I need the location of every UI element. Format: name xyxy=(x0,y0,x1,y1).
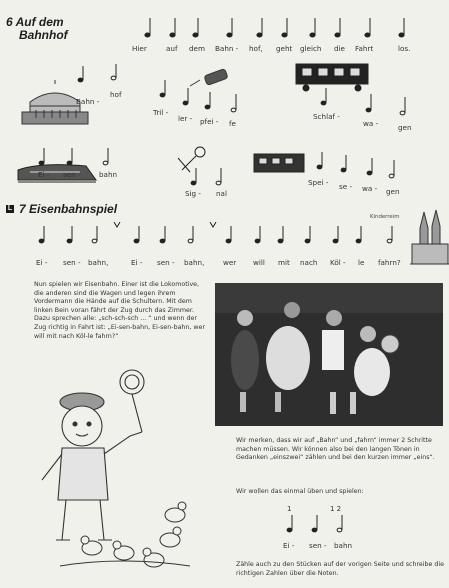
lyric: Köl - xyxy=(330,258,346,267)
note xyxy=(321,88,326,105)
note xyxy=(216,168,221,185)
note xyxy=(170,18,175,37)
note xyxy=(67,148,72,165)
lyric: Spei - xyxy=(308,178,329,187)
lyric: Schlaf - xyxy=(313,112,340,121)
ducks-drawing xyxy=(60,502,190,567)
note xyxy=(39,148,44,165)
lyric: Fahrt xyxy=(355,44,374,53)
lyric: wa - xyxy=(363,119,379,128)
note xyxy=(226,226,231,243)
note xyxy=(310,18,315,37)
lyric: will xyxy=(253,258,265,267)
note xyxy=(337,515,342,532)
homework-instruction: Zähle auch zu den Stücken auf der vorigen Seite und schreibe die richtigen Zahlen über die Noten. xyxy=(236,561,445,577)
lyric: bahn xyxy=(99,170,118,179)
note xyxy=(103,148,108,165)
lyric: Sig - xyxy=(185,189,201,198)
boy-with-signal-drawing xyxy=(42,370,144,540)
section-7-title-text: Eisenbahnspiel xyxy=(29,202,118,216)
note xyxy=(227,18,232,37)
whistle-icon xyxy=(190,69,228,86)
lyric: sen - xyxy=(63,258,81,267)
section-7-title xyxy=(19,203,117,216)
lyric: gen xyxy=(398,123,412,132)
lyric: sen - xyxy=(309,541,327,550)
note xyxy=(111,64,116,80)
note xyxy=(78,66,83,82)
note xyxy=(400,97,405,115)
game-instructions: Nun spielen wir Eisenbahn. Einer ist die Lokomotive, die anderen sind die Wagen und legen ihrem Vordermann die Hände auf die Schultern. Mit dem linken Bein voran fährt der Zug durch das Zimmer. Dazu sprechen alle: „sch-sch-sch ... “ und wenn der Zug richtig in Fahrt ist: „Ei-sen-bahn, Ei-sen-bahn, wer will mit nach Köl-le fahrn?“ xyxy=(34,281,206,340)
note xyxy=(92,226,97,243)
signal-icon xyxy=(178,147,205,172)
lyric: bahn, xyxy=(184,258,205,267)
count-label: 1 xyxy=(287,505,292,513)
note xyxy=(134,226,139,243)
section-6-title-line2: Bahnhof xyxy=(19,28,68,42)
note xyxy=(312,515,317,532)
lyric: Ei - xyxy=(38,170,50,179)
cathedral-icon xyxy=(410,210,449,264)
note xyxy=(160,80,165,97)
lyric: sen - xyxy=(157,258,175,267)
lyric: nach xyxy=(300,258,318,267)
note xyxy=(341,155,346,172)
note xyxy=(231,94,236,112)
note xyxy=(335,18,340,37)
row1-notes xyxy=(145,18,404,37)
count-label: 1 2 xyxy=(330,505,342,513)
note xyxy=(387,226,392,243)
lyric: bahn xyxy=(334,541,353,550)
children-train-photo xyxy=(215,283,443,426)
dining-car-icon xyxy=(254,154,304,172)
note xyxy=(365,18,370,37)
lyric: auf xyxy=(166,44,178,53)
source-credit: Kinderreim xyxy=(370,214,400,220)
note xyxy=(205,92,210,109)
note xyxy=(278,226,283,243)
lyric: gen xyxy=(386,187,400,196)
listening-badge: L xyxy=(7,205,13,212)
lyric: Ei - xyxy=(36,258,48,267)
note xyxy=(356,226,361,243)
note xyxy=(366,94,371,112)
lyric: le xyxy=(358,258,365,267)
note xyxy=(193,18,198,37)
example-notes xyxy=(287,515,342,532)
lyric: bahn, xyxy=(88,258,109,267)
lyric: sen - xyxy=(63,170,81,179)
lyric: nal xyxy=(216,189,227,198)
lyric: Ei - xyxy=(283,541,295,550)
lyric: fe xyxy=(229,119,236,128)
lyric: hof xyxy=(110,90,122,99)
lyric: ler - xyxy=(178,114,193,123)
section-6-title-line1: Auf dem xyxy=(15,15,64,29)
lyric: pfei - xyxy=(200,117,219,126)
sleeping-car-icon xyxy=(296,64,368,91)
note xyxy=(305,226,310,243)
note xyxy=(317,152,322,169)
lyric: Bahn - xyxy=(215,44,239,53)
note xyxy=(287,515,292,532)
section-6-number: 6 xyxy=(6,15,13,29)
lyric: gleich xyxy=(300,44,322,53)
note xyxy=(39,226,44,243)
lyric: wer xyxy=(223,258,237,267)
note xyxy=(67,226,72,243)
note xyxy=(333,226,338,243)
lyric: dem xyxy=(189,44,205,53)
note xyxy=(145,18,150,37)
lyric: wa - xyxy=(362,184,378,193)
lyric: Tril - xyxy=(153,108,169,117)
lyric: Bahn - xyxy=(76,97,100,106)
section-7-number: 7 xyxy=(19,202,26,216)
note xyxy=(282,18,287,37)
note xyxy=(160,226,165,243)
lyric: fahrn? xyxy=(378,258,401,267)
note xyxy=(257,18,262,37)
lyric: los. xyxy=(398,44,411,53)
locomotive-icon xyxy=(18,165,96,182)
lyric: hof, xyxy=(249,44,263,53)
rhythm-explanation: Wir merken, dass wir auf „Bahn“ und „fahrn“ immer 2 Schritte machen müssen. Wir können also bei den langen Tönen in Gedanken „einszwei“ zählen und bei den kurzen immer „eins“. xyxy=(236,437,435,462)
lyric: Hier xyxy=(132,44,147,53)
note xyxy=(399,18,404,37)
note xyxy=(188,226,193,243)
lyric: geht xyxy=(276,44,293,53)
note xyxy=(389,160,394,178)
note xyxy=(255,226,260,243)
note xyxy=(191,168,196,185)
practice-prompt: Wir wollen das einmal üben und spielen: xyxy=(236,488,364,495)
lyric: die xyxy=(334,44,345,53)
lyric: se - xyxy=(339,182,353,191)
lyric: mit xyxy=(278,258,290,267)
lyric: Ei - xyxy=(131,258,143,267)
note xyxy=(367,158,372,175)
note xyxy=(183,88,188,105)
section7-notes xyxy=(39,222,392,243)
